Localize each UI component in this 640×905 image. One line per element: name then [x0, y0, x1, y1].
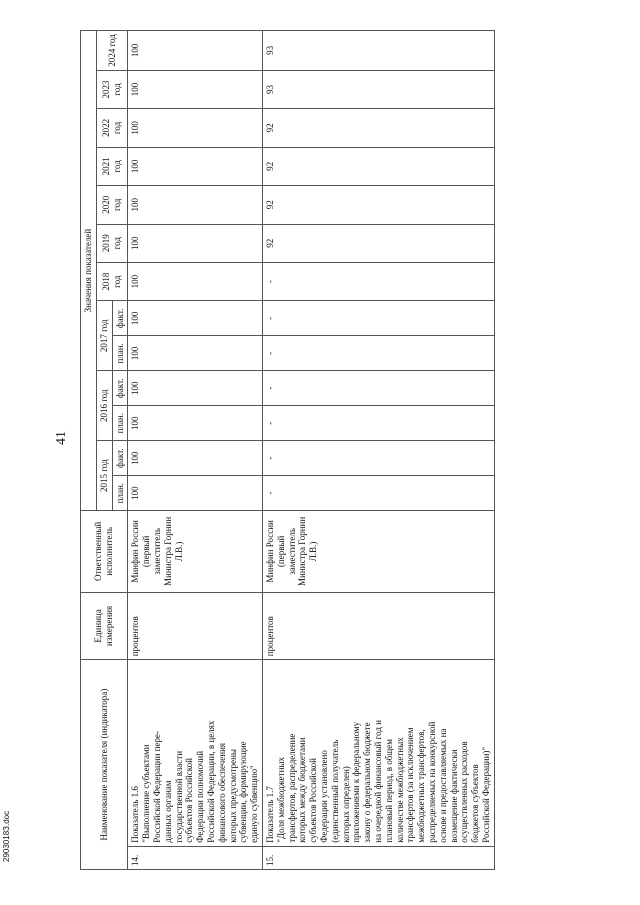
page-number: 41 [54, 431, 69, 445]
indicator-name-line: Российской Федерации, в целях [205, 720, 216, 843]
value-cell: - [262, 371, 494, 406]
value-cell: 100 [128, 147, 263, 185]
header-responsible: Ответственный исполнитель [81, 511, 128, 593]
indicator-name-line: финансового обеспечения [216, 742, 227, 843]
indicator-name-line: государственной власти [173, 750, 184, 843]
indicator-name-line: данных органам [162, 780, 173, 843]
indicator-name-line: плановый период, в общем [383, 739, 394, 843]
value-cell: 100 [128, 109, 263, 147]
header-2017-plan: план. [112, 336, 128, 371]
indicator-name-line: "Выполнение субъектами [141, 744, 152, 843]
header-year-2017: 2017 год [96, 301, 112, 371]
value-cell: 100 [128, 336, 263, 371]
indicator-name-line: трансфертов (за исключением [405, 727, 416, 843]
indicator-name-line: основе и предоставляемых на [437, 728, 448, 843]
indicator-name-line: на очередной финансовый год и [372, 720, 383, 843]
table-row [128, 31, 263, 870]
indicator-name-line: распределяемых на конкурсной [426, 721, 437, 843]
header-unit: Единица измерения [81, 592, 128, 660]
header-year-2019: 2019 год [96, 224, 128, 262]
header-values-group: Значения показателей [81, 31, 97, 511]
indicator-name-line: закону о федеральном бюджете [362, 722, 373, 843]
header-2015-plan: план. [112, 476, 128, 511]
value-cell: - [262, 476, 494, 511]
indicator-name-line: осуществленных расходов [459, 741, 470, 843]
header-2015-fact: факт. [112, 441, 128, 476]
header-2016-plan: план. [112, 406, 128, 441]
value-cell: 100 [128, 224, 263, 262]
indicator-name-line: субъектов Российской [308, 758, 319, 843]
indicator-name-line: субвенции, формирующие [238, 741, 249, 843]
header-year-2022: 2022 год [96, 109, 128, 147]
indicators-table [80, 30, 495, 870]
header-year-2024: 2024 год [96, 31, 128, 71]
indicator-name-line: бюджетов субъектов [470, 764, 481, 843]
row-number: 15. [262, 846, 494, 869]
indicator-name-line: которых между бюджетами [297, 737, 308, 843]
row-number: 14. [128, 846, 263, 869]
value-cell: - [262, 406, 494, 441]
value-cell: 93 [262, 31, 494, 71]
value-cell: 93 [262, 70, 494, 108]
header-year-2023: 2023 год [96, 70, 128, 108]
indicator-name-line: единую субвенцию" [249, 765, 260, 843]
value-cell: - [262, 336, 494, 371]
unit-cell: процентов [262, 592, 494, 660]
responsible-cell: Минфин России (первый заместитель Министра Горнин Л.В.) [262, 511, 494, 593]
indicator-name-line: Российской Федерации пере- [151, 731, 162, 843]
indicator-name-line: субъектов Российской [184, 758, 195, 843]
table-row [262, 31, 494, 870]
responsible-cell: Минфин России (первый заместитель Министра Горнин Л.В.) [128, 511, 263, 593]
indicator-name-line: приложениями к федеральному [351, 721, 362, 843]
value-cell: 92 [262, 224, 494, 262]
header-2017-fact: факт. [112, 301, 128, 336]
value-cell: 92 [262, 109, 494, 147]
header-2016-fact: факт. [112, 371, 128, 406]
header-year-2018: 2018 год [96, 262, 128, 300]
header-year-2016: 2016 год [96, 371, 112, 441]
header-year-2021: 2021 год [96, 147, 128, 185]
indicator-name-line: "Доля межбюджетных [275, 757, 286, 843]
indicator-name-line: межбюджетных трансфертов, [416, 729, 427, 843]
indicator-name [262, 660, 494, 846]
value-cell: 100 [128, 70, 263, 108]
indicator-name [128, 660, 263, 846]
header-year-2015: 2015 год [96, 441, 112, 511]
unit-cell: процентов [128, 592, 263, 660]
value-cell: 100 [128, 406, 263, 441]
table-stage [80, 30, 560, 870]
indicator-name-line: количестве межбюджетных [394, 737, 405, 843]
indicator-name-line: Российской Федерации)" [480, 746, 491, 843]
indicator-name-line: которых определен) [340, 766, 351, 843]
value-cell: 92 [262, 186, 494, 224]
value-cell: 100 [128, 301, 263, 336]
footer-file-name: 2903018З.doc [2, 810, 11, 862]
header-name: Наименование показателя (индикатора) [81, 660, 128, 870]
header-year-2020: 2020 год [96, 186, 128, 224]
value-cell: 100 [128, 441, 263, 476]
indicator-name-line: Показатель 1.6 [130, 786, 141, 843]
value-cell: 100 [128, 31, 263, 71]
indicator-name-line: которых предусмотрены [227, 749, 238, 843]
value-cell: 100 [128, 186, 263, 224]
value-cell: 100 [128, 476, 263, 511]
value-cell: - [262, 262, 494, 300]
value-cell: 92 [262, 147, 494, 185]
value-cell: 100 [128, 262, 263, 300]
indicator-name-line: возмещение фактически [448, 749, 459, 843]
indicator-name-line: Показатель 1.7 [264, 786, 275, 843]
value-cell: - [262, 441, 494, 476]
value-cell: - [262, 301, 494, 336]
indicator-name-line: Федерации установлено [318, 750, 329, 843]
value-cell: 100 [128, 371, 263, 406]
indicator-name-line: Федерации полномочий [195, 750, 206, 843]
indicator-name-line: трансфертов, распределение [286, 733, 297, 843]
indicator-name-line: (единственный получатель [329, 739, 340, 843]
